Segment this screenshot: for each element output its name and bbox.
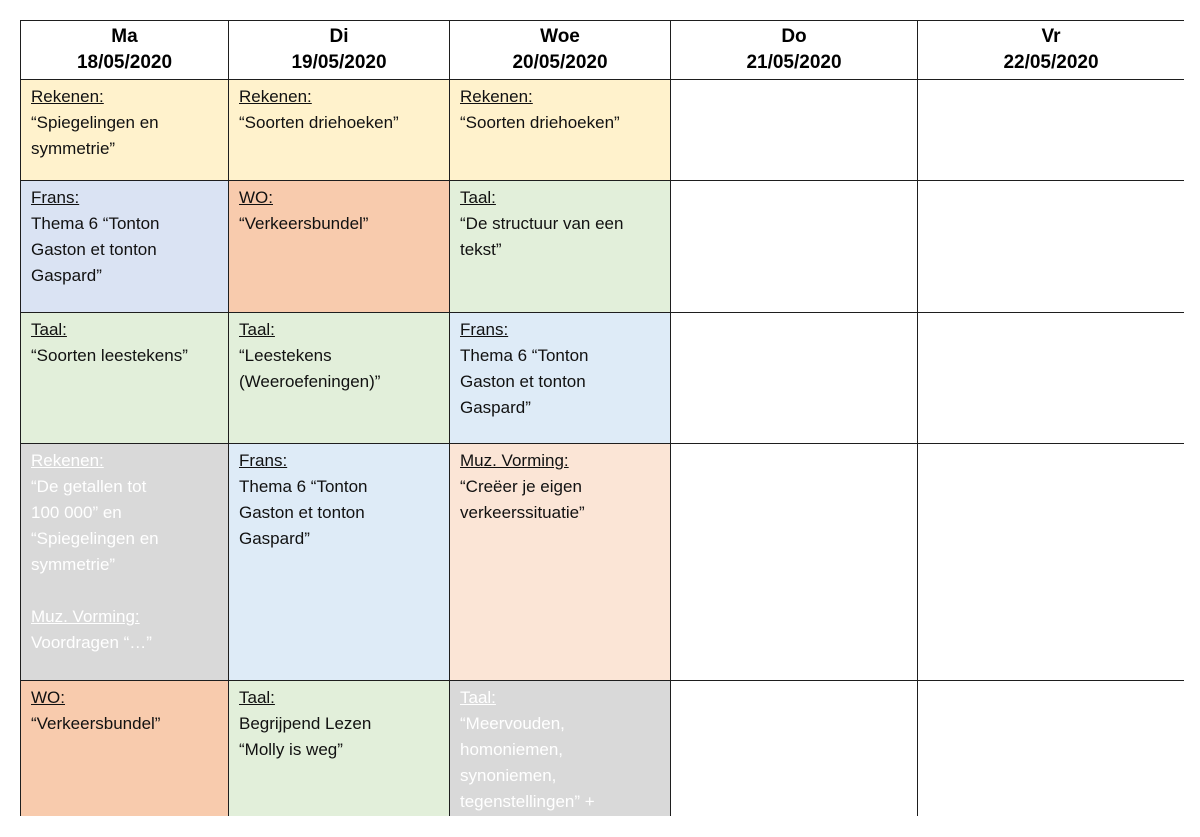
lesson-cell-ma: [21, 181, 229, 313]
day-name: Do: [781, 26, 807, 47]
lesson-description: “Soorten driehoeken”: [239, 113, 399, 132]
lesson-description: “Verkeersbundel”: [239, 214, 369, 233]
lesson-cell-woe: [450, 313, 671, 444]
header-row: [21, 21, 1185, 80]
day-name: Di: [329, 26, 349, 47]
lesson-description: “De getallen tot 100 000” en “Spiegelingen en symmetrie”: [31, 477, 159, 574]
empty-cell-do: [671, 444, 918, 681]
subject-label: Frans:: [460, 320, 509, 339]
empty-cell-do: [671, 681, 918, 817]
empty-cell-vr: [918, 181, 1185, 313]
empty-cell-vr: [918, 681, 1185, 817]
day-header-woe: [450, 21, 671, 80]
day-header-ma: [21, 21, 229, 80]
lesson-row-5: [21, 681, 1185, 817]
day-date: 19/05/2020: [291, 52, 387, 73]
lesson-cell-di: [229, 313, 450, 444]
lesson-description: “De structuur van een tekst”: [460, 214, 624, 259]
lesson-description-2: Voordragen “…”: [31, 633, 152, 652]
day-date: 18/05/2020: [76, 52, 173, 73]
lesson-cell-woe: [450, 444, 671, 681]
empty-cell-do: [671, 181, 918, 313]
day-header-di: [229, 21, 450, 80]
subject-label: Taal:: [460, 688, 496, 707]
lesson-description: “Creëer je eigen verkeerssituatie”: [460, 477, 585, 522]
day-header-vr: [918, 21, 1185, 80]
empty-cell-vr: [918, 313, 1185, 444]
day-name: Woe: [540, 26, 580, 47]
day-name: Vr: [1041, 26, 1061, 47]
day-date: 22/05/2020: [1003, 52, 1099, 73]
subject-label: Taal:: [239, 320, 275, 339]
lesson-description: “Verkeersbundel”: [31, 714, 161, 733]
subject-label: Muz. Vorming:: [460, 451, 569, 470]
weekplanning-table: [20, 20, 1184, 816]
lesson-row-1: [21, 80, 1185, 181]
day-name: Ma: [111, 26, 138, 47]
lesson-row-2: [21, 181, 1185, 313]
empty-cell-vr: [918, 80, 1185, 181]
subject-label: Taal:: [460, 188, 496, 207]
lesson-description: “Soorten leestekens”: [31, 346, 188, 365]
subject-label: Taal:: [31, 320, 67, 339]
subject-label: Rekenen:: [31, 451, 104, 470]
lesson-description: Begrijpend Lezen “Molly is weg”: [239, 714, 372, 759]
lesson-row-4: [21, 444, 1185, 681]
lesson-description: “Meervouden, homoniemen, synoniemen, tegenstellingen” +: [460, 714, 595, 811]
lesson-cell-woe: [450, 681, 671, 817]
subject-label-2: Muz. Vorming:: [31, 607, 140, 626]
lesson-cell-ma: [21, 80, 229, 181]
lesson-cell-woe: [450, 80, 671, 181]
day-header-do: [671, 21, 918, 80]
lesson-cell-di: [229, 444, 450, 681]
lesson-description: “Spiegelingen en symmetrie”: [31, 113, 159, 158]
empty-cell-do: [671, 313, 918, 444]
lesson-row-3: [21, 313, 1185, 444]
empty-cell-do: [671, 80, 918, 181]
subject-label: Rekenen:: [460, 87, 533, 106]
empty-cell-vr: [918, 444, 1185, 681]
day-date: 20/05/2020: [512, 52, 608, 73]
lesson-description: Thema 6 “Tonton Gaston et tonton Gaspard”: [31, 214, 160, 285]
lesson-cell-di: [229, 681, 450, 817]
lesson-cell-ma: [21, 313, 229, 444]
subject-label: Frans:: [239, 451, 288, 470]
lesson-description: “Leestekens (Weeroefeningen)”: [239, 346, 381, 391]
subject-label: Frans:: [31, 188, 80, 207]
subject-label: WO:: [239, 188, 273, 207]
lesson-cell-ma: [21, 444, 229, 681]
lesson-cell-di: [229, 80, 450, 181]
lesson-description: Thema 6 “Tonton Gaston et tonton Gaspard”: [239, 477, 368, 548]
subject-label: Rekenen:: [31, 87, 104, 106]
lesson-cell-woe: [450, 181, 671, 313]
weekplanning-sheet: [20, 20, 1184, 816]
lesson-description: “Soorten driehoeken”: [460, 113, 620, 132]
lesson-cell-ma: [21, 681, 229, 817]
subject-label: Rekenen:: [239, 87, 312, 106]
day-date: 21/05/2020: [746, 52, 842, 73]
lesson-description: Thema 6 “Tonton Gaston et tonton Gaspard”: [460, 346, 589, 417]
subject-label: Taal:: [239, 688, 275, 707]
lesson-cell-di: [229, 181, 450, 313]
subject-label: WO:: [31, 688, 65, 707]
